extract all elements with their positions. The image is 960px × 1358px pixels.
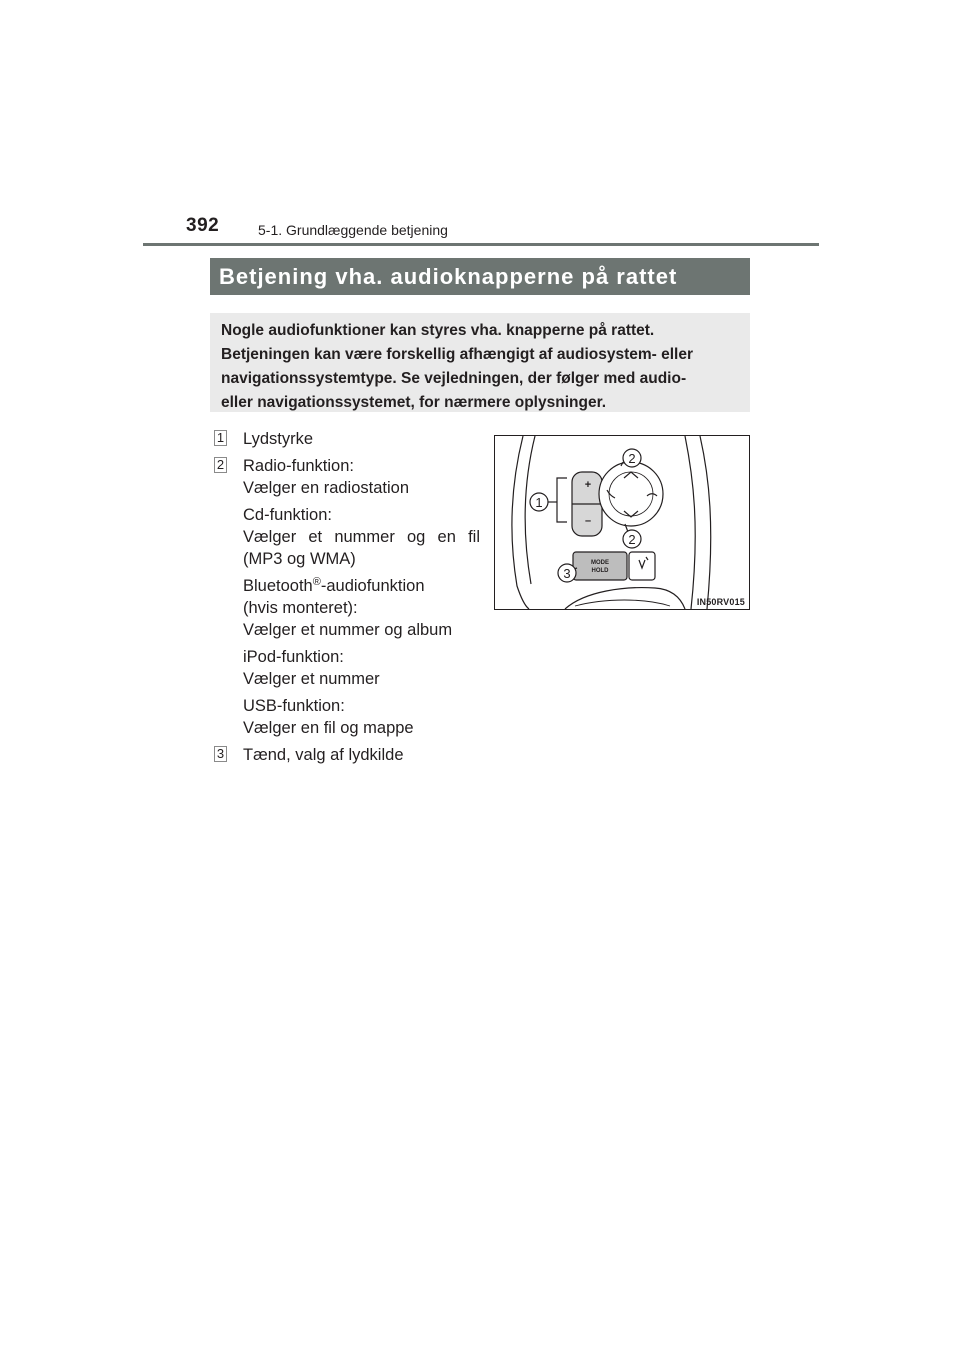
intro-line: Betjeningen kan være forskellig afhængigt af audiosystem- eller (221, 346, 694, 363)
list-item-functions (212, 455, 480, 739)
bluetooth-desc: Vælger et nummer og album (243, 621, 453, 639)
radio-block (243, 455, 480, 499)
registered-mark: ® (312, 576, 321, 588)
minus-label: – (584, 515, 592, 527)
section-title: Betjening vha. audioknapperne på rattet (210, 258, 750, 295)
radio-desc: Vælger en radiostation (243, 479, 410, 497)
mode-hold-button (573, 552, 627, 580)
callout-1-bracket (557, 478, 567, 522)
callout-label-3: 3 (563, 566, 571, 581)
mode-label: MODE (591, 560, 609, 566)
callout-label-1: 1 (535, 495, 543, 510)
callout-label-2-bottom: 2 (628, 532, 636, 547)
figure-code: IN50RV015 (696, 597, 745, 607)
item-number-badge: 1 (214, 430, 227, 446)
bluetooth-label-main: Bluetooth (243, 577, 313, 595)
bluetooth-label (243, 575, 480, 597)
intro-line: Nogle audiofunktioner kan styres vha. knapperne på rattet. (221, 322, 655, 339)
wheel-rim-inner (525, 436, 535, 584)
list-item-volume (212, 428, 480, 455)
wheel-spoke-right (700, 436, 711, 609)
bluetooth-label-suffix: -audiofunktion (320, 577, 425, 595)
item-text: Tænd, valg af lydkilde (243, 746, 404, 764)
ipod-label: iPod-funktion: (243, 648, 344, 666)
item-number-badge: 2 (214, 457, 227, 473)
item-list (212, 428, 480, 766)
intro-line: eller navigationssystemet, for nærmere oplysninger. (221, 394, 607, 411)
wheel-spoke-right-inner (685, 436, 695, 609)
header-rule (143, 243, 819, 246)
section-reference: 5-1. Grundlæggende betjening (258, 222, 448, 238)
cd-block (243, 504, 480, 570)
ipod-desc: Vælger et nummer (243, 670, 380, 688)
page-number: 392 (186, 215, 220, 236)
usb-desc: Vælger en fil og mappe (243, 719, 414, 737)
voice-button (629, 552, 655, 580)
callout-label-2-top: 2 (628, 451, 636, 466)
cd-label: Cd-funktion: (243, 506, 332, 524)
wheel-hub-outline (565, 588, 685, 609)
steering-switch-illustration (494, 435, 750, 610)
wheel-rim-outline (512, 436, 529, 609)
radio-label: Radio-funktion: (243, 457, 354, 475)
bluetooth-note: (hvis monteret): (243, 599, 358, 617)
item-text: Lydstyrke (243, 430, 313, 448)
intro-line: navigationssystemtype. Se vejledningen, der følger med audio- (221, 370, 687, 387)
lower-rim-line (575, 600, 670, 606)
plus-label: + (584, 479, 592, 491)
steering-wheel-drawing (495, 436, 749, 609)
ipod-block (243, 646, 480, 690)
list-item-power (212, 744, 480, 766)
item-number-badge: 3 (214, 746, 227, 762)
hold-label: HOLD (591, 568, 609, 574)
bluetooth-block (243, 575, 480, 641)
intro-box (210, 313, 750, 412)
usb-block (243, 695, 480, 739)
usb-label: USB-funktion: (243, 697, 345, 715)
cd-formats: (MP3 og WMA) (243, 550, 356, 568)
cd-desc: Vælger et nummer og en fil (243, 528, 480, 546)
